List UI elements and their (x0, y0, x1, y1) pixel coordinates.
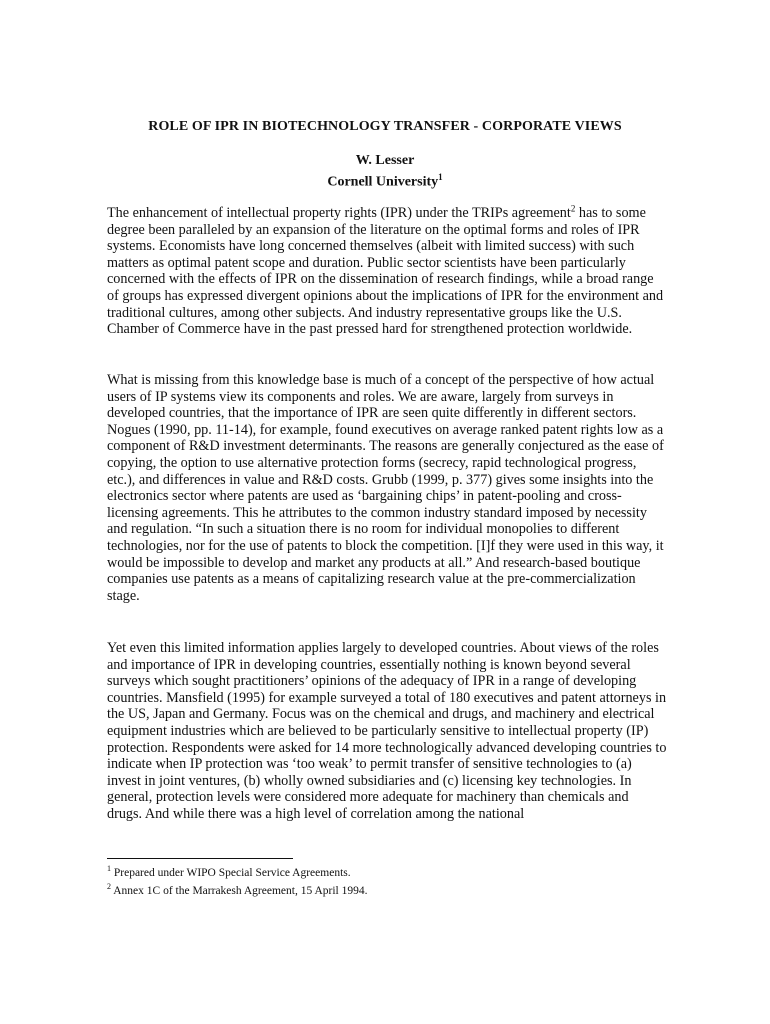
paragraph-3 (107, 640, 667, 823)
footnote-2-text: Annex 1C of the Marrakesh Agreement, 15 April 1994. (111, 884, 368, 897)
author-name: W. Lesser (355, 153, 415, 168)
paragraph-1 (107, 205, 667, 338)
paragraph-1-text-end: has to some degree been paralleled by an expansion of the literature on the optimal forms and roles of IPR systems. Economists have long concerned themselves (albeit with limited success) with such matters as optimal patent scope and duration. Public sector scientists have been particularly concerned with the effects of IPR on the dissemination of research findings, while a broad range of groups has expressed divergent opinions about the implications of IPR for the environment and traditional cultures, among other subjects. And industry representative groups like the U.S. Chamber of Commerce have in the past pressed hard for strengthened protection worldwide. (107, 205, 664, 338)
footnote-1 (107, 862, 667, 880)
paragraph-3-text: Yet even this limited information applies largely to developed countries. About views of the roles and importance of IPR in developing countries, essentially nothing is known beyond several surveys which sought practitioners’ opinions of the adequacy of IPR in a range of developing countries. Mansfield (1995) for example surveyed a total of 180 executives and patent attorneys in the US, Japan and Germany. Focus was on the chemical and drugs, and machinery and electrical equipment industries which are believed to be particularly sensitive to intellectual property (IP) protection. Respondents were asked for 14 more technologically advanced developing countries to indicate when IP protection was ‘too weak’ to permit transfer of sensitive technologies to (a) invest in joint ventures, (b) wholly owned subsidiaries and (c) licensing key technologies. In general, protection levels were considered more adequate for machinery than chemicals and drugs. And while there was a high level of correlation among the national (107, 640, 667, 822)
footnote-1-mark: 1 (107, 864, 111, 873)
paragraph-1-text-start: The enhancement of intellectual property rights (IPR) under the TRIPs agreement (107, 205, 571, 221)
footnote-mark-2: 2 (570, 203, 576, 214)
footnote-2-mark: 2 (107, 881, 111, 891)
author-affiliation-line (0, 169, 770, 191)
paragraph-2-text: What is missing from this knowledge base is much of a concept of the perspective of how actual users of IP systems view its components and roles. We are aware, largely from surveys in developed countries, that the importance of IPR are seen quite differently in different sectors. Nogues (1990, pp. 11-14), for example, found executives on average ranked patent rights low as a component of R&D investment determinants. The reasons are generally conjectured as the ease of copying, the option to use alternative protection forms (secrecy, rapid technological progress, etc.), and differences in value and R&D costs. Grubb (1999, p. 377) gives some insights into the electronics sector where patents are used as ‘bargaining chips’ in patent-pooling and cross-licensing agreements. This he attributes to the common industry standard imposed by necessity and regulation. “In such a situation there is no room for individual monopolies to different technologies, nor for the use of patents to block the competition. [I]f they were used in this way, it would be impossible to develop and market any products at all.” And research-based boutique companies use patents as a means of capitalizing research value at the pre-commercialization stage. (107, 372, 664, 604)
author-affiliation: Cornell University (327, 174, 439, 190)
page-title: ROLE OF IPR IN BIOTECHNOLOGY TRANSFER - CORPORATE VIEWS (148, 119, 622, 134)
footnote-1-text: Prepared under WIPO Special Service Agreements. (111, 866, 351, 879)
footnote-divider (107, 858, 293, 859)
footnotes (107, 862, 667, 898)
footnote-mark-1: 1 (438, 172, 443, 182)
footnote-2 (107, 880, 667, 898)
paragraph-2 (107, 372, 667, 604)
author-block (0, 152, 770, 191)
